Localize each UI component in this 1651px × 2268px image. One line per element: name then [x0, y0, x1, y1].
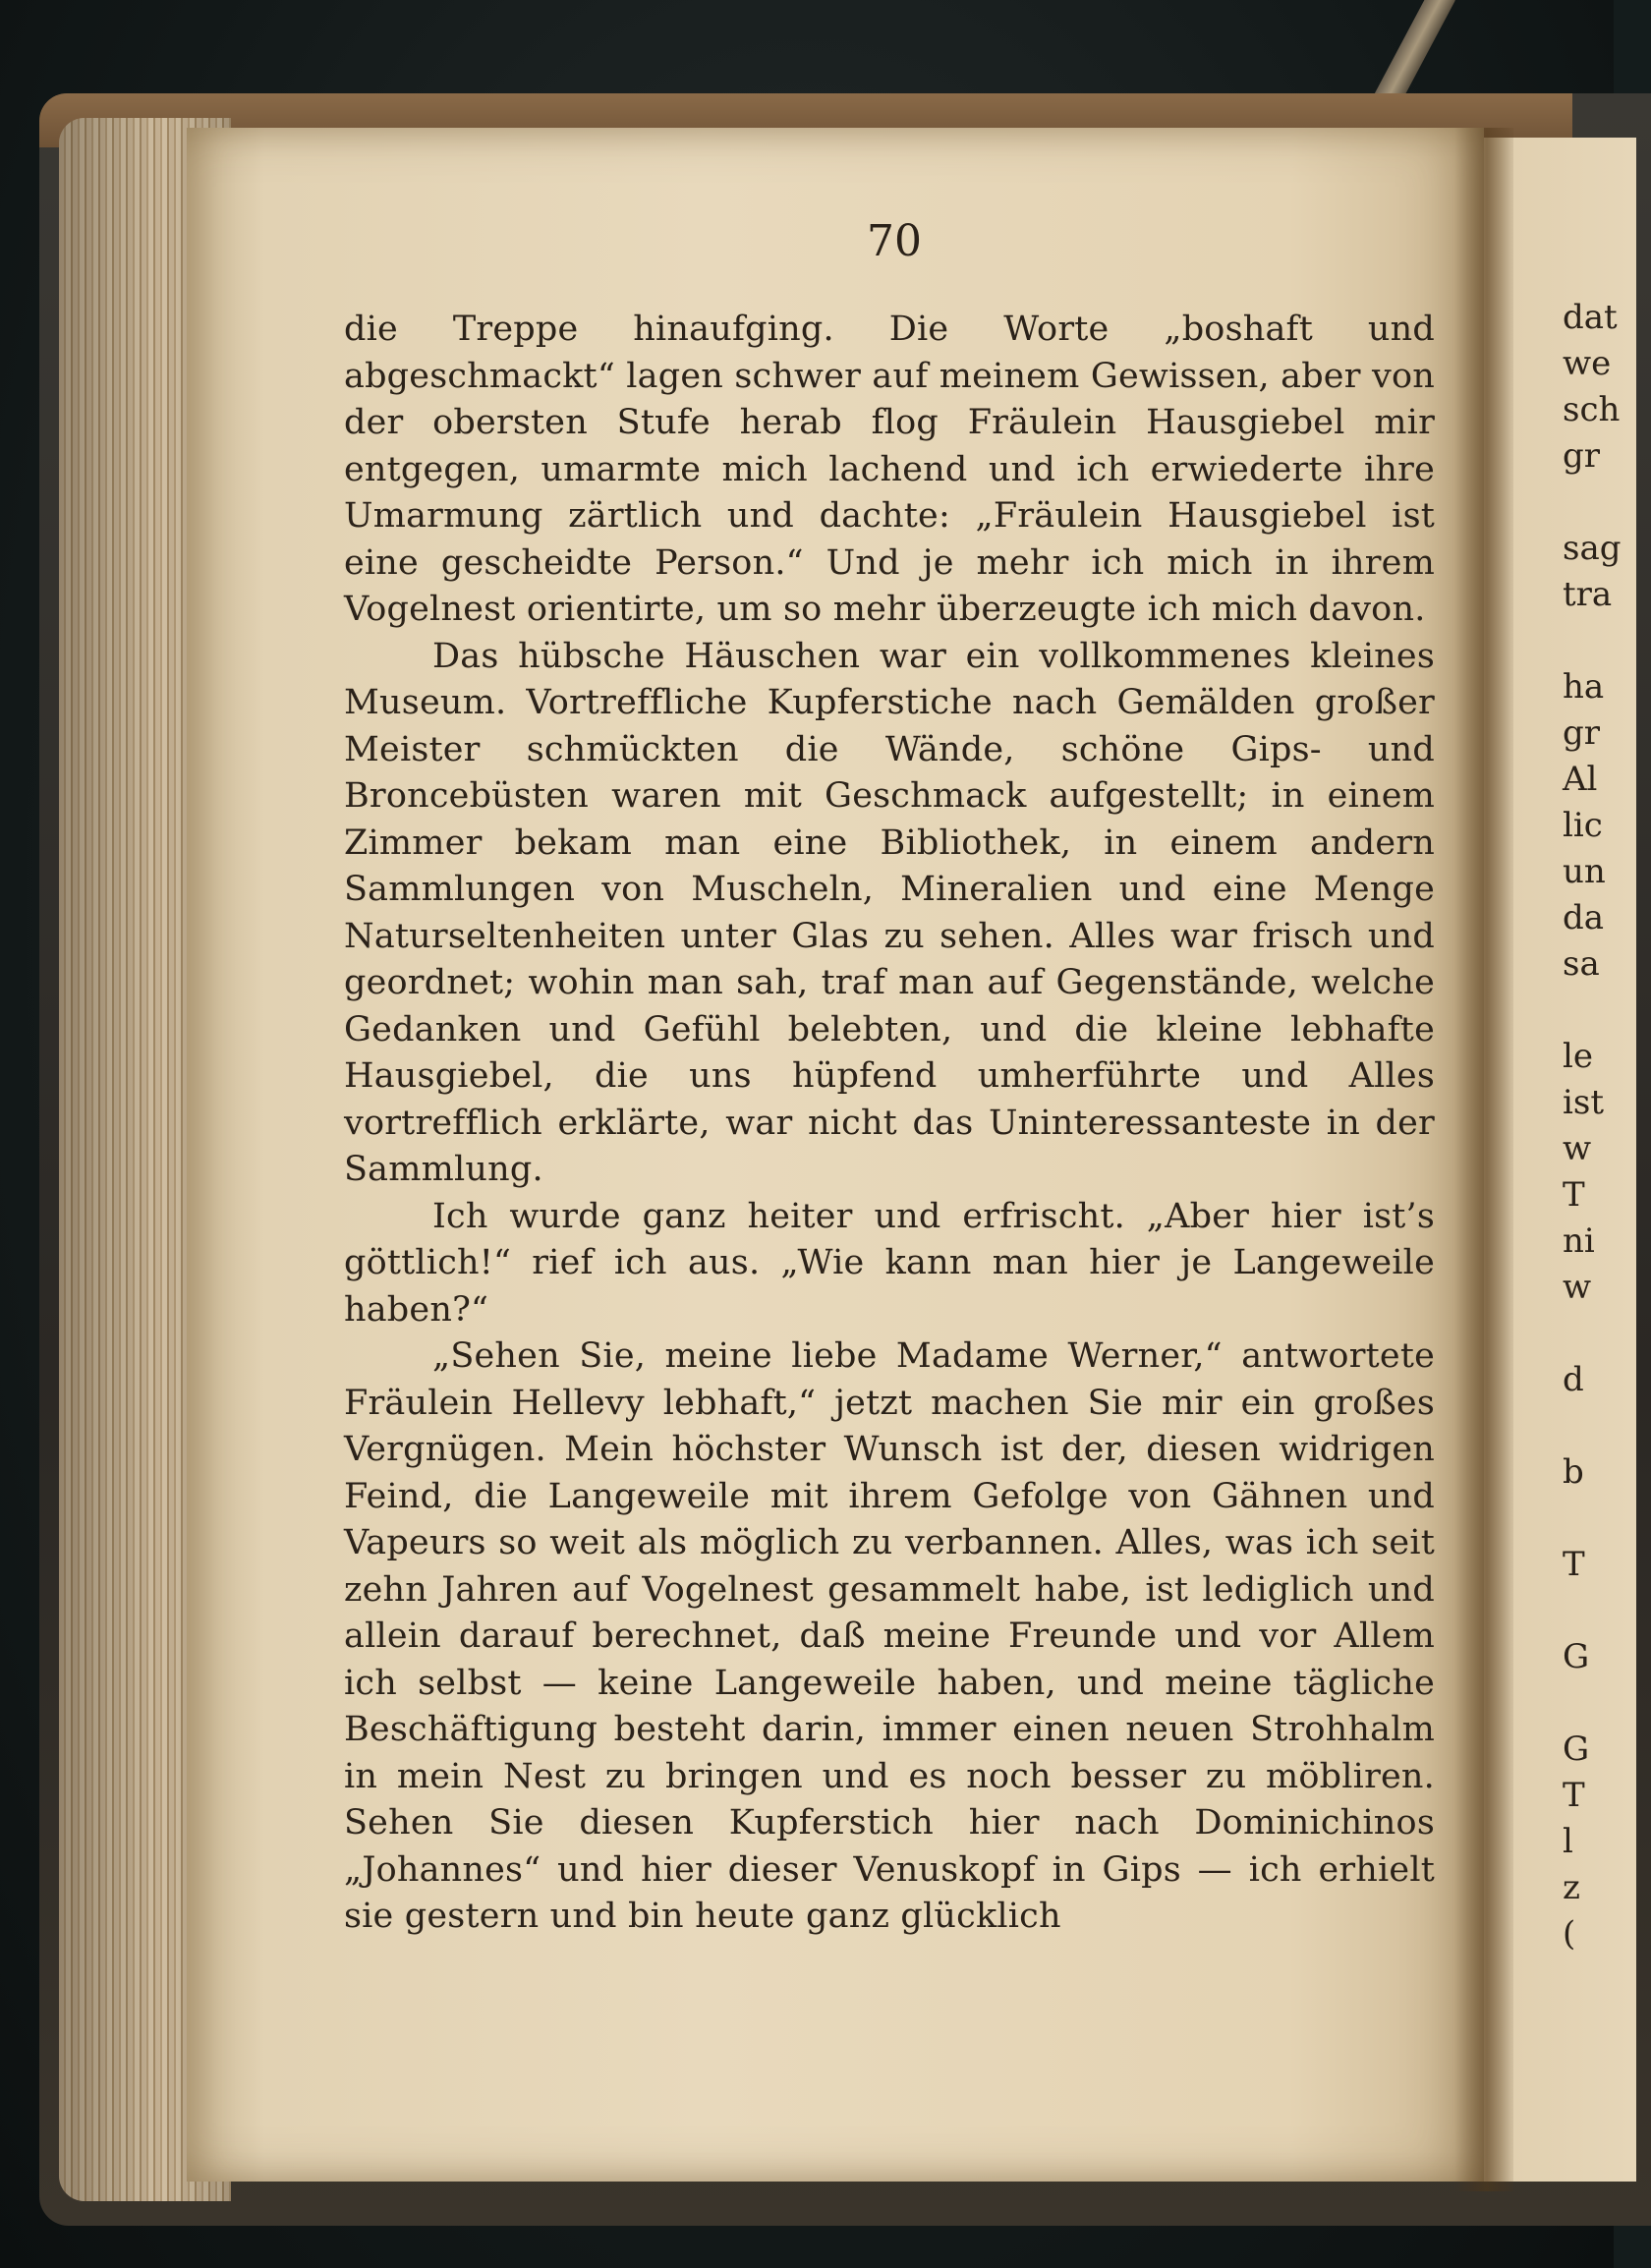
facing-page-fragment: w [1563, 1129, 1592, 1168]
facing-page-fragment [1563, 1311, 1622, 1357]
facing-page-fragment [1563, 1588, 1622, 1634]
facing-page-fragment [1563, 1403, 1622, 1449]
facing-page-fragment: sa [1563, 944, 1600, 984]
facing-page-fragment: ha [1563, 667, 1605, 707]
facing-page-text-fragments [1563, 295, 1622, 1957]
facing-page-fragment: we [1563, 344, 1612, 383]
facing-page-fragment: dat [1563, 298, 1618, 337]
facing-page-fragment: ( [1563, 1914, 1576, 1954]
facing-page-fragment: T [1563, 1545, 1585, 1584]
facing-page-fragment: b [1563, 1452, 1584, 1492]
paragraph: Das hübsche Häuschen war ein vollkommenes kleines Museum. Vortreffliche Kupferstiche nach Gemälden großer Meister schmückten die Wände, schöne Gips- und Broncebüsten waren mit Geschmack aufgestellt; in einem Zimmer bekam man eine Bibliothek, in einem andern Sammlungen von Muscheln, Mineralien und eine Menge Naturseltenheiten unter Glas zu sehen. Alles war frisch und geordnet; wohin man sah, traf man auf Gegenstände, welche Gedanken und Gefühl belebten, und die kleine lebhafte Hausgiebel, die uns hüpfend umherführte und Alles vortrefflich erklärte, war nicht das Uninteressanteste in der Sammlung. [344, 636, 1435, 1189]
facing-page-fragment: sag [1563, 529, 1622, 568]
facing-page-fragment: gr [1563, 436, 1601, 476]
facing-page-fragment: T [1563, 1776, 1585, 1815]
facing-page-fragment [1563, 480, 1622, 526]
facing-page-fragment: gr [1563, 713, 1601, 753]
facing-page-fragment: Al [1563, 760, 1598, 799]
facing-page-fragment: le [1563, 1037, 1593, 1076]
facing-page-fragment: w [1563, 1268, 1592, 1307]
facing-page-fragment: lic [1563, 806, 1603, 845]
paragraph: die Treppe hinaufging. Die Worte „boshaft und abgeschmackt“ lagen schwer auf meinem Gewissen, aber von der obersten Stufe herab flog Fräulein Hausgiebel mir entgegen, umarmte mich lachend und ich erwiederte ihre Umarmung zärtlich und dachte: „Fräulein Hausgiebel ist eine gescheidte Person.“ Und je mehr ich mich in ihrem Vogelnest orientirte, um so mehr überzeugte ich mich davon. [344, 310, 1435, 629]
facing-page-fragment: tra [1563, 575, 1613, 614]
page-number: 70 [867, 216, 922, 266]
facing-page-fragment [1563, 1680, 1622, 1727]
page-body-text [344, 307, 1435, 1941]
facing-page-fragment: d [1563, 1360, 1584, 1399]
facing-page-fragment: sch [1563, 390, 1621, 429]
paragraph: Ich wurde ganz heiter und erfrischt. „Aber hier ist’s göttlich!“ rief ich aus. „Wie kann man hier je Langeweile haben?“ [344, 1196, 1435, 1330]
facing-page-fragment: G [1563, 1729, 1590, 1769]
facing-page-fragment: l [1563, 1822, 1573, 1861]
facing-page-fragment: z [1563, 1868, 1580, 1907]
paragraph: „Sehen Sie, meine liebe Madame Werner,“ antwortete Fräulein Hellevy lebhaft,“ jetzt machen Sie mir ein großes Vergnügen. Mein höchster Wunsch ist der, diesen widrigen Feind, die Langeweile mit ihrem Gefolge von Gähnen und Vapeurs so weit als möglich zu verbannen. Alles, was ich seit zehn Jahren auf Vogelnest gesammelt habe, ist lediglich und allein darauf berechnet, daß meine Freunde und vor Allem ich selbst — keine Langeweile haben, und meine tägliche Beschäftigung besteht darin, immer einen neuen Strohhalm in mein Nest zu bringen und es noch besser zu möbliren. Sehen Sie diesen Kupferstich hier nach Dominichinos „Johannes“ und hier dieser Venuskopf in Gips — ich erhielt sie gestern und bin heute ganz glücklich [344, 1336, 1435, 1936]
facing-page-fragment [1563, 1496, 1622, 1542]
facing-page-fragment: un [1563, 852, 1606, 891]
facing-page-fragment: T [1563, 1175, 1585, 1215]
facing-page-fragment [1563, 618, 1622, 664]
facing-page-fragment [1563, 988, 1622, 1034]
facing-page-fragment: da [1563, 898, 1605, 937]
page-gutter-shadow [1454, 128, 1513, 2191]
facing-page-fragment: G [1563, 1637, 1590, 1676]
facing-page-fragment: ist [1563, 1083, 1604, 1122]
facing-page-fragment: ni [1563, 1221, 1595, 1261]
